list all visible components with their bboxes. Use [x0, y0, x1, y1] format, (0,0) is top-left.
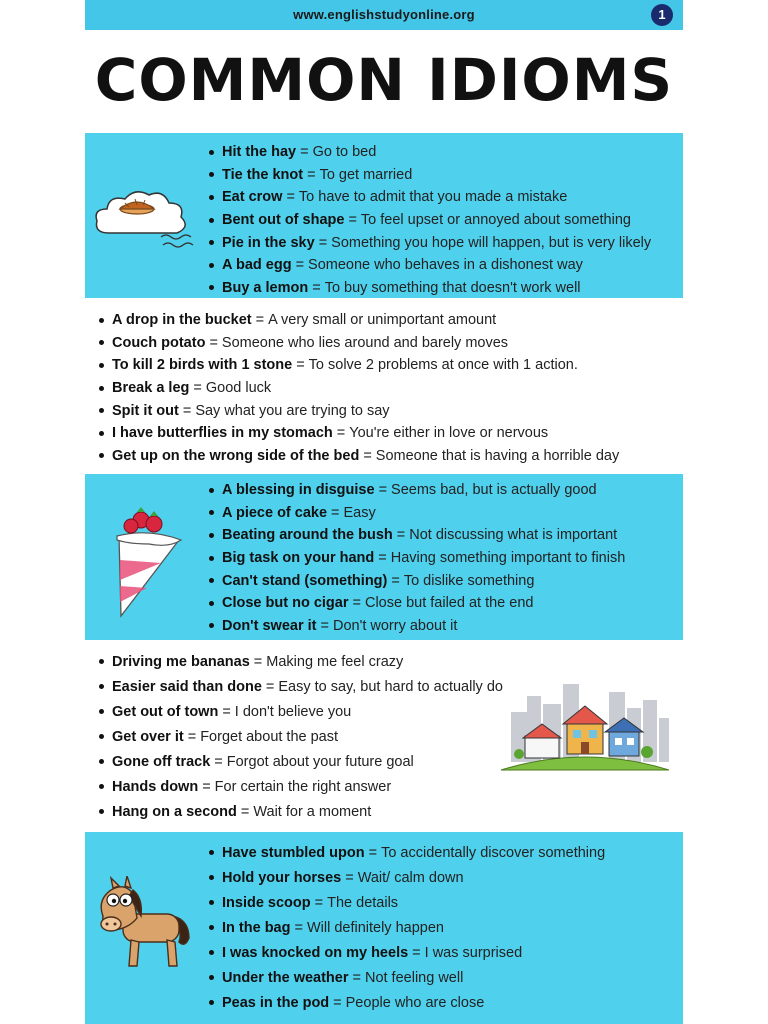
list-item: Break a leg = Good luck — [99, 377, 619, 400]
list-item: Eat crow = To have to admit that you made a mistake — [209, 186, 651, 209]
idiom-list-2 — [99, 309, 619, 467]
list-item: Hands down = For certain the right answer — [99, 774, 503, 799]
bullet-icon — [209, 623, 214, 628]
idiom-phrase: A bad egg — [222, 257, 292, 274]
bullet-icon — [99, 809, 104, 814]
list-item: Don't swear it = Don't worry about it — [209, 615, 625, 638]
idiom-phrase: Don't swear it — [222, 617, 317, 634]
idiom-phrase: Hit the hay — [222, 144, 297, 161]
idiom-meaning: Someone that is having a horrible day — [375, 447, 620, 464]
list-item: A piece of cake = Easy — [209, 502, 625, 525]
bullet-icon — [99, 734, 104, 739]
idiom-meaning: Someone who behaves in a dishonest way — [308, 257, 583, 274]
idiom-section-2 — [85, 302, 683, 470]
idiom-phrase: Couch potato — [112, 334, 206, 351]
idiom-meaning: Someone who lies around and barely moves — [221, 334, 509, 351]
list-item: I was knocked on my heels = I was surprised — [209, 940, 605, 965]
idiom-meaning: Forget about the past — [200, 728, 339, 745]
idiom-list-5 — [209, 840, 605, 1015]
idiom-meaning: To accidentally discover something — [381, 844, 606, 861]
idiom-phrase: Gone off track — [112, 753, 211, 770]
bullet-icon — [209, 601, 214, 606]
bullet-icon — [209, 195, 214, 200]
list-item: Beating around the bush = Not discussing what is important — [209, 524, 625, 547]
list-item: Under the weather = Not feeling well — [209, 965, 605, 990]
idiom-meaning: Easy — [343, 504, 376, 521]
bullet-icon — [99, 431, 104, 436]
idiom-meaning: To buy something that doesn't work well — [324, 279, 581, 296]
list-item: Couch potato = Someone who lies around and barely moves — [99, 332, 619, 355]
idiom-list-3 — [209, 479, 625, 637]
list-item: To kill 2 birds with 1 stone = To solve 2 problems at once with 1 action. — [99, 354, 619, 377]
idiom-meaning: Not feeling well — [364, 969, 464, 986]
idiom-section-5 — [85, 832, 683, 1024]
idiom-phrase: Hang on a second — [112, 803, 237, 820]
idiom-phrase: Get up on the wrong side of the bed — [112, 447, 360, 464]
list-item: Can't stand (something) = To dislike something — [209, 569, 625, 592]
idiom-meaning: Having something important to finish — [390, 550, 626, 567]
idiom-phrase: Under the weather — [222, 969, 349, 986]
list-item: Tie the knot = To get married — [209, 164, 651, 187]
list-item: In the bag = Will definitely happen — [209, 915, 605, 940]
idiom-meaning: Seems bad, but is actually good — [391, 482, 597, 499]
idiom-meaning: To get married — [319, 166, 413, 183]
idiom-meaning: Will definitely happen — [306, 919, 444, 936]
idiom-meaning: People who are close — [345, 994, 485, 1011]
infographic-poster — [85, 0, 683, 1024]
list-item: Get out of town = I don't believe you — [99, 699, 503, 724]
idiom-phrase: Hands down — [112, 778, 199, 795]
bullet-icon — [209, 218, 214, 223]
idiom-meaning: Say what you are trying to say — [195, 402, 390, 419]
list-item: A blessing in disguise = Seems bad, but is actually good — [209, 479, 625, 502]
bullet-icon — [209, 150, 214, 155]
idiom-meaning: The details — [327, 894, 399, 911]
list-item: Spit it out = Say what you are trying to say — [99, 399, 619, 422]
idiom-phrase: Easier said than done — [112, 678, 262, 695]
cake-slice-icon — [109, 500, 185, 627]
idiom-phrase: A drop in the bucket — [112, 312, 252, 329]
idiom-list-1 — [209, 141, 651, 299]
list-item: I have butterflies in my stomach = You're either in love or nervous — [99, 422, 619, 445]
idiom-section-3 — [85, 474, 683, 640]
bullet-icon — [99, 684, 104, 689]
city-houses-icon — [497, 678, 673, 783]
idiom-phrase: Close but no cigar — [222, 595, 349, 612]
idiom-phrase: Get out of town — [112, 703, 219, 720]
idiom-meaning: Close but failed at the end — [364, 595, 534, 612]
bullet-icon — [209, 1000, 214, 1005]
bullet-icon — [209, 925, 214, 930]
idiom-meaning: Easy to say, but hard to actually do — [278, 678, 503, 695]
bullet-icon — [209, 975, 214, 980]
list-item: Easier said than done = Easy to say, but hard to actually do — [99, 674, 503, 699]
list-item: Gone off track = Forgot about your future goal — [99, 749, 503, 774]
bullet-icon — [99, 659, 104, 664]
idiom-meaning: Something you hope will happen, but is very likely — [331, 234, 652, 251]
bullet-icon — [99, 759, 104, 764]
list-item: Hit the hay = Go to bed — [209, 141, 651, 164]
site-url[interactable]: www.englishstudyonline.org — [293, 7, 475, 22]
bullet-icon — [209, 950, 214, 955]
idiom-meaning: Forgot about your future goal — [226, 753, 414, 770]
list-item: Hang on a second = Wait for a moment — [99, 799, 503, 824]
list-item: Inside scoop = The details — [209, 890, 605, 915]
idiom-phrase: Beating around the bush — [222, 527, 393, 544]
list-item: Peas in the pod = People who are close — [209, 990, 605, 1015]
idiom-phrase: Get over it — [112, 728, 184, 745]
idiom-meaning: I was surprised — [424, 944, 523, 961]
idiom-meaning: Wait/ calm down — [357, 869, 464, 886]
idiom-meaning: To feel upset or annoyed about something — [360, 212, 631, 229]
list-item: Get over it = Forget about the past — [99, 724, 503, 749]
idiom-phrase: I was knocked on my heels — [222, 944, 409, 961]
idiom-meaning: Not discussing what is important — [409, 527, 618, 544]
idiom-meaning: A very small or unimportant amount — [268, 312, 497, 329]
idiom-phrase: A piece of cake — [222, 504, 328, 521]
idiom-meaning: To have to admit that you made a mistake — [298, 189, 568, 206]
idiom-phrase: Eat crow — [222, 189, 283, 206]
idiom-phrase: To kill 2 birds with 1 stone — [112, 357, 293, 374]
idiom-phrase: Can't stand (something) — [222, 572, 388, 589]
idiom-phrase: Peas in the pod — [222, 994, 330, 1011]
bullet-icon — [209, 172, 214, 177]
bullet-icon — [209, 556, 214, 561]
list-item: Big task on your hand = Having something important to finish — [209, 547, 625, 570]
idiom-meaning: Go to bed — [312, 144, 377, 161]
bullet-icon — [209, 900, 214, 905]
idiom-meaning: Don't worry about it — [332, 617, 458, 634]
list-item: Close but no cigar = Close but failed at the end — [209, 592, 625, 615]
idiom-phrase: Tie the knot — [222, 166, 304, 183]
bullet-icon — [209, 285, 214, 290]
idiom-phrase: In the bag — [222, 919, 291, 936]
horse-icon — [89, 876, 199, 977]
list-item: Pie in the sky = Something you hope will happen, but is very likely — [209, 231, 651, 254]
idiom-phrase: Break a leg — [112, 380, 190, 397]
bullet-icon — [99, 318, 104, 323]
bullet-icon — [209, 875, 214, 880]
list-item: Driving me bananas = Making me feel crazy — [99, 649, 503, 674]
idiom-list-4 — [99, 649, 503, 824]
idiom-phrase: Inside scoop — [222, 894, 311, 911]
bullet-icon — [209, 240, 214, 245]
idiom-meaning: Good luck — [205, 380, 272, 397]
idiom-phrase: Hold your horses — [222, 869, 342, 886]
page-number-badge: 1 — [651, 4, 673, 26]
list-item: Bent out of shape = To feel upset or annoyed about something — [209, 209, 651, 232]
idiom-phrase: Have stumbled upon — [222, 844, 365, 861]
idiom-phrase: A blessing in disguise — [222, 482, 375, 499]
idiom-meaning: Wait for a moment — [253, 803, 372, 820]
bullet-icon — [209, 510, 214, 515]
idiom-meaning: For certain the right answer — [214, 778, 392, 795]
bullet-icon — [209, 850, 214, 855]
bullet-icon — [99, 408, 104, 413]
idiom-section-4 — [85, 644, 683, 828]
idiom-phrase: Buy a lemon — [222, 279, 309, 296]
bullet-icon — [209, 488, 214, 493]
pie-cloud-icon — [89, 183, 199, 263]
bullet-icon — [209, 578, 214, 583]
bullet-icon — [99, 709, 104, 714]
list-item: Buy a lemon = To buy something that doesn't work well — [209, 277, 651, 300]
idiom-phrase: Pie in the sky — [222, 234, 315, 251]
top-bar — [85, 0, 683, 30]
idiom-section-1 — [85, 133, 683, 298]
bullet-icon — [99, 453, 104, 458]
bullet-icon — [99, 784, 104, 789]
bullet-icon — [99, 386, 104, 391]
bullet-icon — [99, 340, 104, 345]
list-item: Get up on the wrong side of the bed = Someone that is having a horrible day — [99, 445, 619, 468]
idiom-meaning: To solve 2 problems at once with 1 action. — [308, 357, 578, 374]
bullet-icon — [99, 363, 104, 368]
idiom-meaning: Making me feel crazy — [266, 653, 404, 670]
idiom-meaning: To dislike something — [403, 572, 535, 589]
idiom-phrase: I have butterflies in my stomach — [112, 425, 333, 442]
idiom-meaning: I don't believe you — [234, 703, 352, 720]
list-item: A drop in the bucket = A very small or unimportant amount — [99, 309, 619, 332]
idiom-phrase: Big task on your hand — [222, 550, 375, 567]
bullet-icon — [209, 263, 214, 268]
idiom-phrase: Driving me bananas — [112, 653, 250, 670]
idiom-meaning: You're either in love or nervous — [349, 425, 549, 442]
idiom-phrase: Bent out of shape — [222, 212, 345, 229]
page-title: COMMON IDIOMS — [94, 46, 674, 114]
idiom-phrase: Spit it out — [112, 402, 179, 419]
list-item: A bad egg = Someone who behaves in a dishonest way — [209, 254, 651, 277]
list-item: Hold your horses = Wait/ calm down — [209, 865, 605, 890]
list-item: Have stumbled upon = To accidentally discover something — [209, 840, 605, 865]
bullet-icon — [209, 533, 214, 538]
